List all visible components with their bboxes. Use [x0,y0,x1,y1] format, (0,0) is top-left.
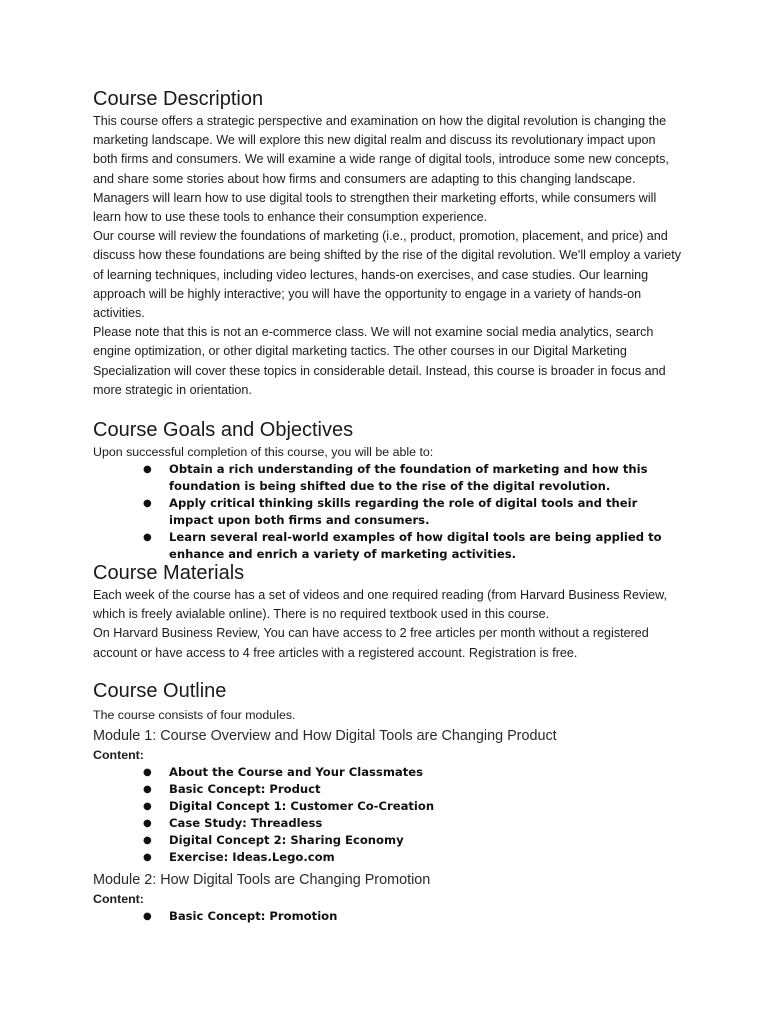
materials-paragraph: Each week of the course has a set of videos and one required reading (from Harvard Business Review, which is freely avialable online). There is no required textbook used in this course. [93,588,668,622]
module-content-list [93,764,683,866]
list-item: ● Case Study: Threadless [143,816,323,830]
course-goals-heading: Course Goals and Objectives [93,419,354,441]
course-materials-heading: Course Materials [93,562,245,584]
list-item: ● Digital Concept 1: Customer Co-Creation [143,799,435,813]
list-item: ● Digital Concept 2: Sharing Economy [143,833,404,847]
bullet-icon: ● [143,464,152,475]
list-item: ● Learn several real-world examples of how digital tools are being applied to enhance and enrich a variety of marketing activities. [143,530,662,561]
course-description-heading: Course Description [93,88,264,110]
description-paragraph: Please note that this is not an e-commerce class. We will not examine social media analytics, search engine optimization, or other digital marketing tactics. The other courses in our Digital Marketing Specialization will cover these topics in considerable detail. Instead, this course is broader in focus and more strategic in orientation. [93,325,666,397]
content-label: Content: [93,892,144,906]
bullet-icon: ● [143,784,152,795]
content-label: Content: [93,748,144,762]
course-goals-section [93,417,683,563]
list-item: ● Apply critical thinking skills regarding the role of digital tools and their impact upon both firms and consumers. [143,496,638,527]
module-title: Module 1: Course Overview and How Digital Tools are Changing Product [93,728,557,744]
bullet-icon: ● [143,801,152,812]
list-item: ● Basic Concept: Promotion [143,909,338,923]
course-outline-section [93,678,683,925]
goals-intro: Upon successful completion of this course, you will be able to: [93,445,434,459]
module-content-list [93,908,683,925]
goals-list [93,461,683,563]
description-paragraph: This course offers a strategic perspective and examination on how the digital revolution is changing the marketing landscape. We will explore this new digital realm and discuss its revolutionary impact upon both firms and consumers. We will examine a wide range of digital tools, introduce some new concepts, and share some stories about how firms and consumers are adapting to this changing landscape. Managers will learn how to use digital tools to strengthen their marketing efforts, while consumers will learn how to use these tools to enhance their consumption experience. [93,114,669,225]
module-title: Module 2: How Digital Tools are Changing Promotion [93,872,431,888]
list-item: ● About the Course and Your Classmates [143,765,424,779]
bullet-icon: ● [143,532,152,543]
bullet-icon: ● [143,498,152,509]
list-item: ● Basic Concept: Product [143,782,321,796]
course-description-section [93,86,683,400]
list-item: ● Obtain a rich understanding of the foundation of marketing and how this foundation is being shifted due to the rise of the digital revolution. [143,462,648,493]
bullet-icon: ● [143,767,152,778]
bullet-icon: ● [143,818,152,829]
course-outline-heading: Course Outline [93,680,227,702]
bullet-icon: ● [143,911,152,922]
course-materials-section [93,560,683,663]
materials-paragraph: On Harvard Business Review, You can have access to 2 free articles per month without a registered account or have access to 4 free articles with a registered account. Registration is free. [93,626,649,660]
description-paragraph: Our course will review the foundations of marketing (i.e., product, promotion, placement, and price) and discuss how these foundations are being shifted by the rise of the digital revolution. We'll employ a variety of learning techniques, including video lectures, hands-on exercises, and case studies. Our learning approach will be highly interactive; you will have the opportunity to engage in a variety of hands-on activities. [93,229,682,321]
outline-intro: The course consists of four modules. [93,708,296,722]
bullet-icon: ● [143,835,152,846]
list-item: ● Exercise: Ideas.Lego.com [143,850,335,864]
bullet-icon: ● [143,852,152,863]
